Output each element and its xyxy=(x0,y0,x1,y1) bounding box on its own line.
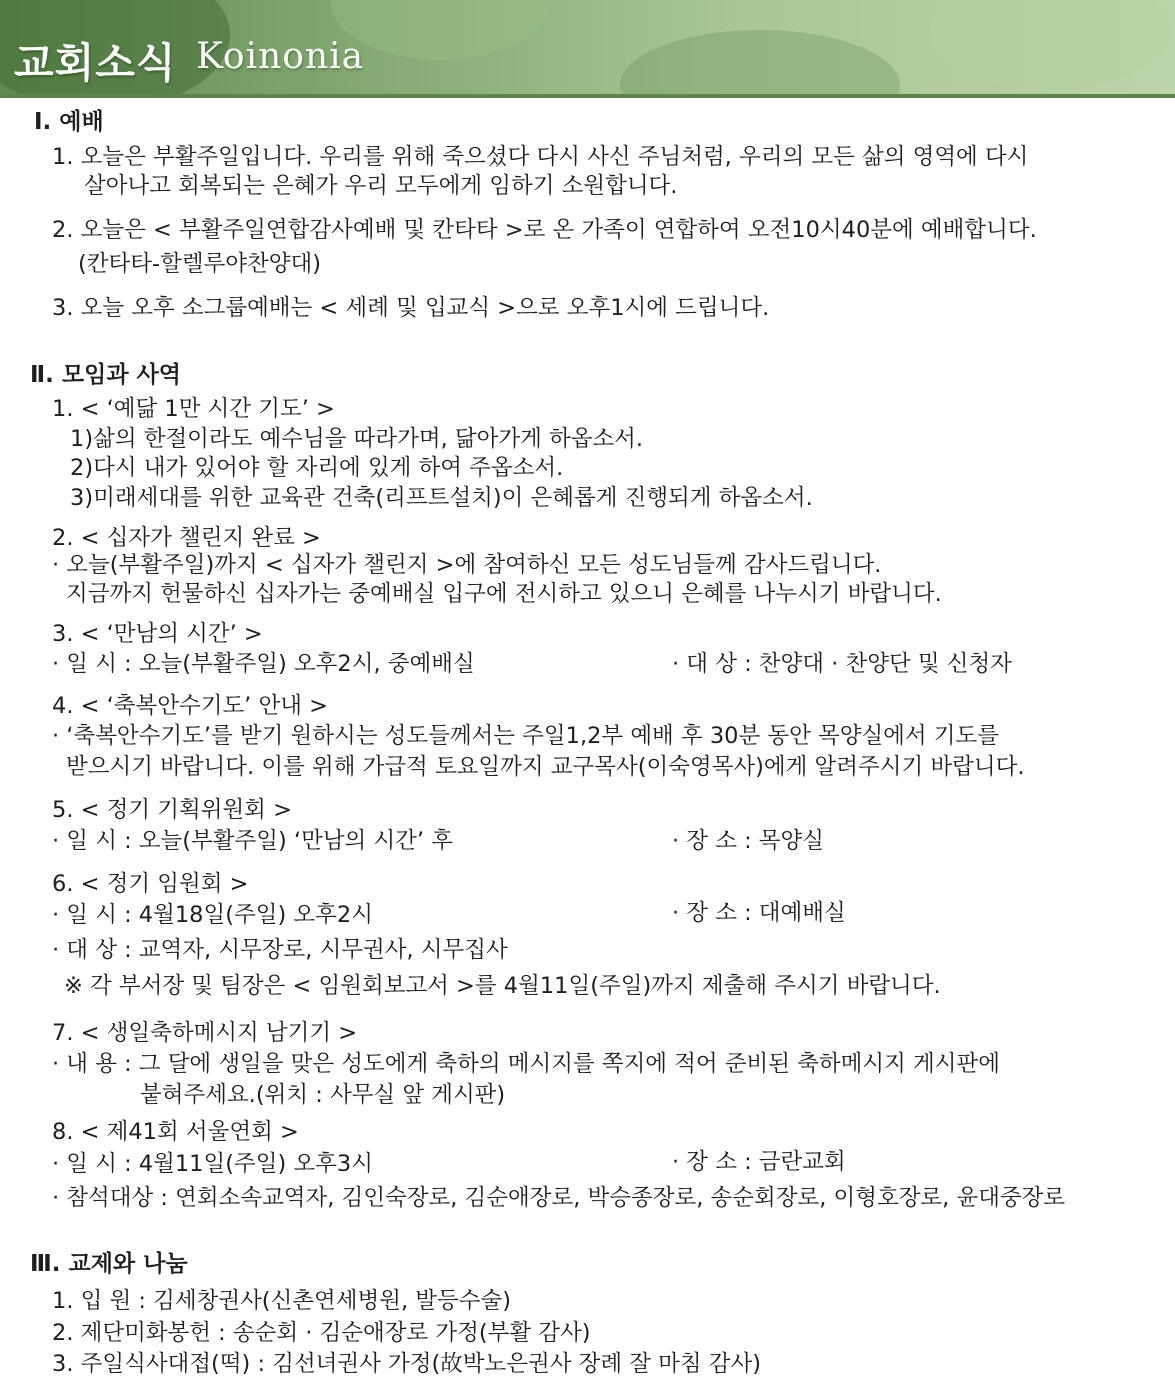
gathering-4-title: 4. < ‘축복안수기도’ 안내 > xyxy=(52,693,328,719)
gathering-3-title: 3. < ‘만남의 시간’ > xyxy=(52,621,263,647)
gathering-6-note: ※ 각 부서장 및 팀장은 < 임원회보고서 >를 4월11일(주일)까지 제출해 주시기 바랍니다. xyxy=(64,973,941,999)
gathering-8-title: 8. < 제41회 서울연회 > xyxy=(52,1119,299,1145)
gathering-6-when: · 일 시 : 4월18일(주일) 오후2시 xyxy=(52,902,373,928)
gathering-8-when: · 일 시 : 4월11일(주일) 오후3시 xyxy=(52,1151,373,1177)
gathering-8-attendees: · 참석대상 : 연회소속교역자, 김인숙장로, 김순애장로, 박승종장로, 송순회장로, 이형호장로, 윤대중장로 xyxy=(52,1185,1066,1211)
section-fellowship-heading: Ⅲ. 교제와 나눔 xyxy=(30,1251,188,1277)
gathering-6-title: 6. < 정기 임원회 > xyxy=(52,871,249,897)
gathering-3-who: · 대 상 : 찬양대 · 찬양단 및 신청자 xyxy=(672,651,1012,677)
section-gathering-heading: Ⅱ. 모임과 사역 xyxy=(30,362,181,388)
page-header xyxy=(0,0,1175,98)
gathering-2-line-1: · 오늘(부활주일)까지 < 십자가 챌린지 >에 참여하신 모든 성도님들께 감사드립니다. xyxy=(52,552,882,578)
gathering-8-where: · 장 소 : 금란교회 xyxy=(672,1149,846,1175)
worship-item-2-line-1: 2. 오늘은 < 부활주일연합감사예배 및 칸타타 >로 온 가족이 연합하여 오전10시40분에 예배합니다. xyxy=(52,217,1037,243)
section-worship-heading: Ⅰ. 예배 xyxy=(34,109,104,135)
fellowship-item-2: 2. 제단미화봉헌 : 송순회 · 김순애장로 가정(부활 감사) xyxy=(52,1320,591,1346)
fellowship-item-3: 3. 주일식사대접(떡) : 김선녀권사 가정(故박노은권사 장례 잘 마침 감사) xyxy=(52,1351,761,1377)
gathering-3-when: · 일 시 : 오늘(부활주일) 오후2시, 중예배실 xyxy=(52,651,475,677)
gathering-2-title: 2. < 십자가 챌린지 완료 > xyxy=(52,525,321,551)
gathering-1-title: 1. < ‘예닮 1만 시간 기도’ > xyxy=(52,396,335,422)
worship-item-3: 3. 오늘 오후 소그룹예배는 < 세례 및 입교식 >으로 오후1시에 드립니다. xyxy=(52,295,770,321)
gathering-5-title: 5. < 정기 기획위원회 > xyxy=(52,797,292,823)
gathering-6-who: · 대 상 : 교역자, 시무장로, 시무권사, 시무집사 xyxy=(52,937,508,963)
gathering-1-prayer-2: 2)다시 내가 있어야 할 자리에 있게 하여 주옵소서. xyxy=(70,455,564,481)
gathering-1-prayer-3: 3)미래세대를 위한 교육관 건축(리프트설치)이 은혜롭게 진행되게 하옵소서. xyxy=(70,485,813,511)
fellowship-item-1: 1. 입 원 : 김세창권사(신촌연세병원, 발등수술) xyxy=(52,1288,512,1314)
gathering-4-line-2: 받으시기 바랍니다. 이를 위해 가급적 토요일까지 교구목사(이숙영목사)에게 알려주시기 바랍니다. xyxy=(66,754,1025,780)
gathering-7-line-1: · 내 용 : 그 달에 생일을 맞은 성도에게 축하의 메시지를 쪽지에 적어 준비된 축하메시지 게시판에 xyxy=(52,1051,1000,1077)
worship-item-2-line-2: (칸타타-할렐루야찬양대) xyxy=(78,251,322,277)
gathering-2-line-2: 지금까지 헌물하신 십자가는 중예배실 입구에 전시하고 있으니 은혜를 나누시기 바랍니다. xyxy=(66,581,942,607)
gathering-5-where: · 장 소 : 목양실 xyxy=(672,828,825,854)
gathering-1-prayer-1: 1)삶의 한절이라도 예수님을 따라가며, 닮아가게 하옵소서. xyxy=(70,426,644,452)
gathering-5-when: · 일 시 : 오늘(부활주일) ‘만남의 시간’ 후 xyxy=(52,828,453,854)
gathering-6-where: · 장 소 : 대예배실 xyxy=(672,900,846,926)
header-title: 교회소식 xyxy=(14,39,177,87)
gathering-7-line-2: 붙혀주세요.(위치 : 사무실 앞 게시판) xyxy=(140,1082,506,1108)
header-rule xyxy=(0,94,1175,98)
worship-item-1-line-1: 1. 오늘은 부활주일입니다. 우리를 위해 죽으셨다 다시 사신 주님처럼, 우리의 모든 삶의 영역에 다시 xyxy=(52,144,1029,170)
worship-item-1-line-2: 살아나고 회복되는 은혜가 우리 모두에게 임하기 소원합니다. xyxy=(84,173,678,199)
gathering-7-title: 7. < 생일축하메시지 남기기 > xyxy=(52,1020,358,1046)
header-subtitle: Koinonia xyxy=(196,36,365,77)
gathering-4-line-1: · ‘축복안수기도’를 받기 원하시는 성도들께서는 주일1,2부 예배 후 30분 동안 목양실에서 기도를 xyxy=(52,723,1000,749)
